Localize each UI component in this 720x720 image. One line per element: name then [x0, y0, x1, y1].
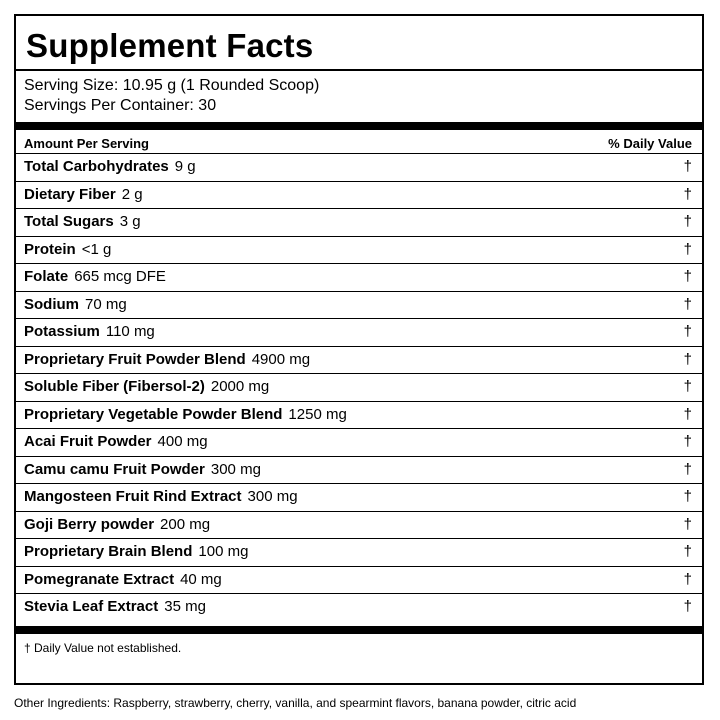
daily-value-dagger: † [683, 295, 692, 313]
nutrient-label [24, 264, 166, 289]
daily-value-dagger: † [683, 240, 692, 258]
supplement-facts-panel [14, 14, 704, 685]
nutrient-row [16, 318, 702, 346]
nutrient-label [24, 567, 222, 592]
nutrient-name: Protein [24, 240, 76, 258]
nutrient-label [24, 539, 248, 564]
nutrient-row [16, 566, 702, 594]
nutrient-amount: 70 mg [85, 295, 127, 313]
nutrient-name: Sodium [24, 295, 79, 313]
nutrient-amount: <1 g [81, 240, 112, 258]
nutrient-row [16, 153, 702, 181]
daily-value-dagger: † [683, 158, 692, 175]
amount-per-serving-label: Amount Per Serving [24, 136, 149, 151]
nutrient-amount: 100 mg [198, 543, 249, 560]
thick-divider-bottom [16, 626, 702, 634]
nutrient-label [24, 154, 196, 179]
thick-divider-top [16, 122, 702, 130]
daily-value-dagger: † [683, 378, 692, 395]
nutrient-amount: 300 mg [247, 488, 298, 505]
nutrient-row [16, 401, 702, 429]
nutrient-amount: 40 mg [180, 570, 222, 588]
daily-value-dagger: † [683, 460, 692, 478]
nutrient-row [16, 346, 702, 374]
nutrient-row [16, 208, 702, 236]
nutrient-amount: 300 mg [210, 460, 261, 478]
nutrient-amount: 1250 mg [288, 405, 347, 423]
nutrient-name: Folate [24, 268, 69, 285]
nutrient-name: Proprietary Vegetable Powder Blend [24, 405, 283, 423]
nutrient-row [16, 428, 702, 456]
title-divider [16, 69, 702, 71]
daily-value-dagger: † [683, 185, 692, 203]
nutrient-label [24, 484, 298, 509]
servings-per-container: Servings Per Container: 30 [24, 97, 217, 114]
daily-value-dagger: † [683, 433, 692, 450]
daily-value-dagger: † [683, 543, 692, 560]
daily-value-dagger: † [683, 598, 692, 615]
nutrient-name: Potassium [24, 323, 100, 340]
nutrient-name: Acai Fruit Powder [24, 433, 152, 450]
nutrient-label [24, 319, 155, 344]
nutrient-name: Goji Berry powder [24, 515, 155, 533]
nutrient-name: Proprietary Fruit Powder Blend [24, 350, 246, 368]
other-ingredients: Other Ingredients: Raspberry, strawberry, cherry, vanilla, and spearmint flavors, banana powder, citric acid [14, 696, 577, 710]
nutrient-name: Camu camu Fruit Powder [24, 460, 205, 478]
column-header [16, 133, 702, 155]
nutrient-label [24, 594, 206, 619]
nutrient-row [16, 291, 702, 319]
nutrient-label [24, 209, 141, 234]
daily-value-dagger: † [683, 488, 692, 505]
nutrient-label [24, 182, 143, 207]
nutrient-amount: 4900 mg [251, 350, 311, 368]
panel-title: Supplement Facts [26, 27, 314, 64]
nutrient-row [16, 456, 702, 484]
nutrient-row [16, 593, 702, 621]
nutrient-label [24, 237, 111, 262]
nutrient-label [24, 292, 127, 317]
nutrient-name: Dietary Fiber [24, 185, 116, 203]
nutrient-name: Pomegranate Extract [24, 570, 175, 588]
nutrient-label [24, 512, 210, 537]
nutrient-name: Soluble Fiber (Fibersol-2) [24, 378, 205, 395]
footnote: † Daily Value not established. [24, 641, 182, 655]
nutrient-rows [16, 153, 702, 621]
nutrient-name: Mangosteen Fruit Rind Extract [24, 488, 242, 505]
nutrient-label [24, 402, 347, 427]
daily-value-dagger: † [683, 268, 692, 285]
nutrient-label [24, 457, 261, 482]
nutrient-amount: 110 mg [105, 323, 155, 340]
nutrient-label [24, 374, 269, 399]
nutrient-name: Total Sugars [24, 213, 114, 230]
daily-value-dagger: † [683, 350, 692, 368]
nutrient-amount: 665 mcg DFE [74, 268, 166, 285]
nutrient-name: Stevia Leaf Extract [24, 598, 159, 615]
daily-value-dagger: † [683, 323, 692, 340]
daily-value-dagger: † [683, 570, 692, 588]
nutrient-amount: 9 g [174, 158, 196, 175]
nutrient-amount: 3 g [119, 213, 141, 230]
nutrient-amount: 35 mg [164, 598, 206, 615]
daily-value-label: % Daily Value [608, 136, 692, 151]
nutrient-row [16, 236, 702, 264]
nutrient-row [16, 538, 702, 566]
daily-value-dagger: † [683, 515, 692, 533]
nutrient-name: Total Carbohydrates [24, 158, 169, 175]
nutrient-label [24, 429, 208, 454]
daily-value-dagger: † [683, 213, 692, 230]
serving-size: Serving Size: 10.95 g (1 Rounded Scoop) [24, 77, 320, 94]
nutrient-row [16, 483, 702, 511]
nutrient-row [16, 181, 702, 209]
nutrient-name: Proprietary Brain Blend [24, 543, 193, 560]
nutrient-amount: 400 mg [157, 433, 208, 450]
daily-value-dagger: † [683, 405, 692, 423]
nutrient-label [24, 347, 310, 372]
nutrient-amount: 2 g [121, 185, 143, 203]
nutrient-amount: 2000 mg [210, 378, 270, 395]
nutrient-amount: 200 mg [160, 515, 211, 533]
nutrient-row [16, 263, 702, 291]
nutrient-row [16, 373, 702, 401]
nutrient-row [16, 511, 702, 539]
